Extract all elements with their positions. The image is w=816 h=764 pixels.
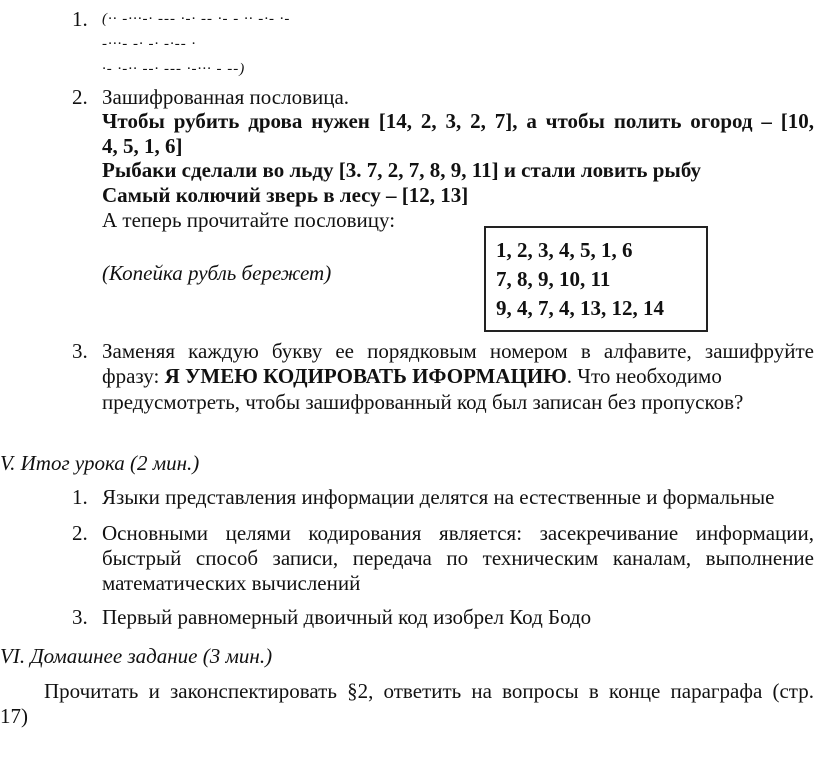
summary-item-1-line-1: Языки представления информации делятся на естественные и формальные	[102, 485, 775, 509]
summary-item-3-line-1: Первый равномерный двоичный код изобрел Код Бодо	[102, 605, 592, 629]
item-3-line-3: предусмотреть, чтобы зашифрованный код был записан без пропусков?	[102, 390, 744, 414]
clue-line-3: Самый колючий зверь в лесу – [12, 13]	[102, 183, 469, 207]
section-5-title: V. Итог урока (2 мин.)	[0, 451, 200, 475]
summary-item-1-number: 1.	[72, 485, 88, 509]
cipher-box	[484, 226, 708, 332]
summary-item-3-number: 3.	[72, 605, 88, 629]
item-3-line-2-end: . Что необходимо	[566, 364, 722, 388]
summary-item-2-line-1: Основными целями кодирования является: засекречивание информации,	[102, 521, 814, 545]
item-3-line-1: Заменяя каждую букву ее порядковым номером в алфавите, зашифруйте	[102, 339, 814, 363]
summary-item-2-line-2: быстрый способ записи, передача по техническим каналам, выполнение	[102, 546, 814, 570]
clue-line-1: Чтобы рубить дрова нужен [14, 2, 3, 2, 7], а чтобы полить огород – [10,	[102, 109, 814, 133]
clue-line-1-continued: 4, 5, 1, 6]	[102, 134, 183, 158]
section-6-title: VI. Домашнее задание (3 мин.)	[0, 644, 273, 668]
homework-line-2: 17)	[0, 704, 28, 728]
item-3-number: 3.	[72, 339, 88, 363]
cipher-box-row-1: 1, 2, 3, 4, 5, 1, 6	[496, 238, 633, 262]
item-2-prompt: А теперь прочитайте пословицу:	[102, 208, 396, 232]
summary-item-2-line-3: математических вычислений	[102, 571, 361, 595]
clue-line-2: Рыбаки сделали во льду [3. 7, 2, 7, 8, 9, 11] и стали ловить рыбу	[102, 158, 702, 182]
cipher-box-row-2: 7, 8, 9, 10, 11	[496, 267, 611, 291]
summary-item-2-number: 2.	[72, 521, 88, 545]
cipher-line-2: -···- -· -· -·-- ·	[102, 36, 197, 52]
cipher-line-1: (·· -···-· --- ·-· -- ·- - ·· -·- ·-	[102, 11, 291, 27]
cipher-box-row-3: 9, 4, 7, 4, 13, 12, 14	[496, 296, 664, 320]
proverb-answer: (Копейка рубль бережет)	[102, 261, 332, 285]
cipher-line-3: ·- ·-·· --· --- ·-··· - --)	[102, 61, 246, 77]
item-2-number: 2.	[72, 85, 88, 109]
item-3-line-2-start: фразу:	[102, 364, 160, 388]
phrase-to-encode: Я УМЕЮ КОДИРОВАТЬ ИФОРМАЦИЮ	[164, 364, 567, 388]
item-2-heading: Зашифрованная пословица.	[102, 85, 350, 109]
item-3-line-2	[102, 363, 722, 389]
item-1-number: 1.	[72, 7, 88, 31]
homework-line-1: Прочитать и законспектировать §2, ответить на вопросы в конце параграфа (стр.	[44, 679, 814, 703]
